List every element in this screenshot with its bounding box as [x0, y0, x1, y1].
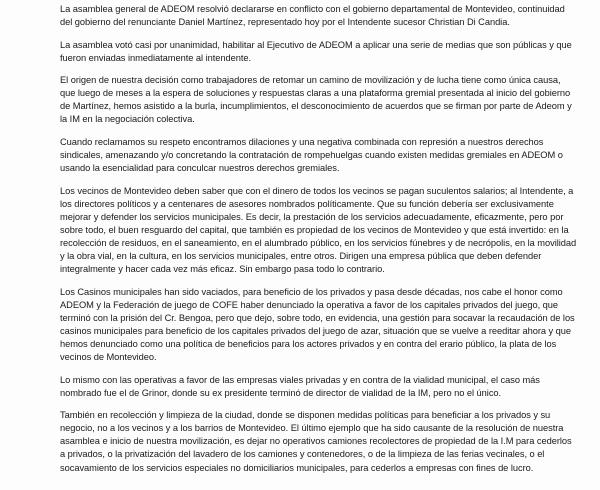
paragraph-6: Los Casinos municipales han sido vaciados, para beneficio de los privados y pasa desde décadas, nos cabe el honor como ADEOM y la Federación de juego de COFE haber denunciado la operativa a favor de los capitales privados del juego, que terminó con la prisión del Cr. Bengoa, pero que dejo, sobre todo, en evidencia, una gestión para socavar la recaudación de los casinos municipales para beneficio de los capitales privados del juego de azar, situación que se vuelve a reeditar ahora y que hemos denunciado como una política de beneficios para los actores privados y en contra del erario público, la plata de los vecinos de Montevideo.	[60, 286, 575, 363]
paragraph-2: La asamblea votó casi por unanimidad, habilitar al Ejecutivo de ADEOM a aplicar una serie de medias que son públicas y que fueron enviadas inmediatamente al intendente.	[60, 39, 572, 63]
paragraph-8: También en recolección y limpieza de la ciudad, donde se disponen medidas políticas para beneficiar a los privados y su negocio, no a los vecinos y a los barrios de Montevideo. El último ejemplo que ha sido causante de la resolución de nuestra asamblea e inicio de nuestra movilización, es dejar no operativos camiones recolectores de propiedad de la I.M para cederlos a privados, o la privatización del lavadero de los camiones y contenedores, o de la limpieza de las ferias vecinales, o el socavamiento de los servicios especiales no domiciliarios municipales, para cederlos a empresas con fines de lucro.	[60, 410, 572, 473]
paragraph-3: El origen de nuestra decisión como trabajadores de retomar un camino de movilización y de lucha tiene como única causa, que luego de meses a la espera de soluciones y respuestas claras a una plataforma gremial presentada al inicio del gobierno de Martínez, hemos asistido a la burla, incumplimientos, el desconocimiento de acuerdos que se firman por parte de Adeom y la IM en la negociación colectiva.	[60, 75, 572, 125]
paragraph-7: Lo mismo con las operativas a favor de las empresas viales privadas y en contra de la vialidad municipal, el caso más nombrado fue el de Grinor, donde su ex presidente terminó de director de vialidad de la IM, pero no el único.	[60, 374, 540, 398]
paragraph-4: Cuando reclamamos su respeto encontramos dilaciones y una negativa combinada con represión a nuestros derechos sindicales, amenazando y/o concretando la contratación de rompehuelgas cuando existen medidas gremiales en ADEOM o usando la esencialidad para conculcar nuestros derechos gremiales.	[60, 136, 563, 174]
paragraph-5: Los vecinos de Montevideo deben saber que con el dinero de todos los vecinos se pagan suculentos salarios; al Intendente, a los directores políticos y a centenares de asesores nombrados políticamente. Que su función debería ser exclusivamente mejorar y defender los servicios municipales. Es decir, la prestación de los servicios adecuadamente, eficazmente, pero por sobre todo, el buen resguardo del capital, que también es propiedad de los vecinos de Montevideo y que está invertido: en la recolección de residuos, en el saneamiento, en el alumbrado público, en los servicios fúnebres y de necrópolis, en la movilidad y la obra vial, en la cultura, en los servicios municipales, entre otros. Dirigen una empresa pública que deben defender integralmente y hacer cada vez más eficaz. Sin embargo pasa todo lo contrario.	[60, 185, 577, 275]
paragraph-1: La asamblea general de ADEOM resolvió declararse en conflicto con el gobierno departamental de Montevideo, continuidad del gobierno del renunciante Daniel Martínez, representado hoy por el Intendente sucesor Christian Di Candia.	[60, 4, 565, 28]
